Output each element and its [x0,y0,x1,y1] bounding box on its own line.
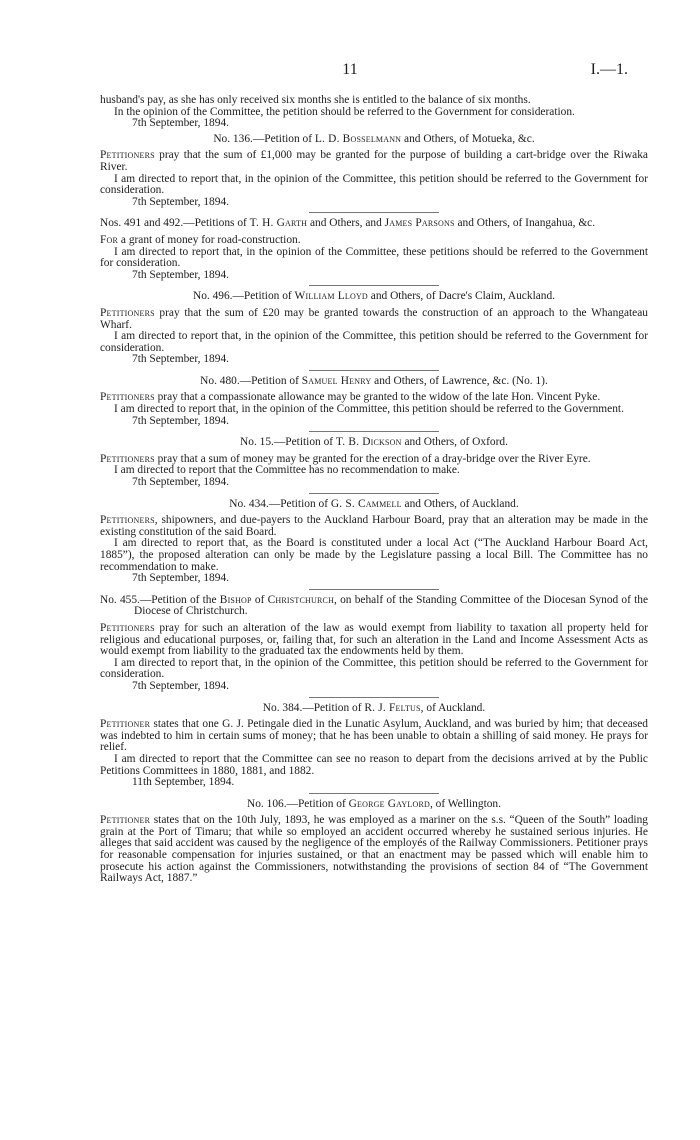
section-divider [309,697,439,698]
petition-heading: No. 455.—Petition of the Bishop of Christchurch, on behalf of the Standing Committee of the Diocesan Synod of the Diocese of Christchurch. [100,593,649,618]
petition-report: I am directed to report that, in the opinion of the Committee, these petitions should be referred to the Government for consideration. [100,245,648,270]
series-reference: I.—1. [590,61,628,78]
section-divider [309,589,439,590]
section-divider [309,285,439,286]
petition-heading: No. 480.—Petition of Samuel Henry and Others, of Lawrence, &c. (No. 1). [200,374,548,387]
page-number: 11 [342,61,358,78]
petition-body: Petitioners, shipowners, and due-payers to the Auckland Harbour Board, pray that an alteration may be made in the existing constitution of the said Board. [100,514,648,538]
section-divider [309,370,439,371]
petition-report: I am directed to report that, in the opinion of the Committee, this petition should be referred to the Government. [114,403,624,416]
petition-heading: No. 434.—Petition of G. S. Cammell and Others, of Auckland. [229,497,519,510]
petition-date: 7th September, 1894. [132,195,229,208]
petition-heading: No. 136.—Petition of L. D. Bosselmann and Others, of Motueka, &c. [213,132,535,145]
petition-heading: No. 496.—Petition of William Lloyd and Others, of Dacre's Claim, Auckland. [192,290,556,303]
petition-report: I am directed to report that the Committee can see no reason to depart from the decisions arrived at by the Public Petitions Committees in 1880, 1881, and 1882. [100,752,648,777]
petition-date: 7th September, 1894. [132,268,229,281]
petition-report: I am directed to report that, in the opinion of the Committee, this petition should be referred to the Government for consideration. [100,330,648,354]
petition-body: Petitioner states that one G. J. Petingale died in the Lunatic Asylum, Auckland, and was buried by him; that deceased was indebted to him in certain sums of money; that he has been unable to obtain a shilling of said money. He prays for relief. [100,718,648,754]
petition-heading: No. 106.—Petition of George Gaylord, of Wellington. [247,797,501,810]
petition-report: I am directed to report that, in the opinion of the Committee, this petition should be referred to the Government for consideration. [100,656,648,681]
petition-date: 7th September, 1894. [132,679,229,692]
petition-body: Petitioners pray that the sum of £20 may be granted towards the construction of an approach to the Whangateau Wharf. [100,306,648,331]
petition-body: For a grant of money for road-construction. [100,233,301,246]
page-content [100,95,648,885]
petition-body: Petitioners pray for such an alteration of the law as would exempt from liability to taxation all property held for religious and educational purposes, or, failing that, for such an alteration in the Land and Income Assessment Acts as would exempt from liability to the graduated tax the endowments held by them. [100,621,648,658]
continuation-opinion: In the opinion of the Committee, the petition should be referred to the Government for consideration. [114,105,575,118]
petition-body: Petitioners pray that a compassionate allowance may be granted to the widow of the late Hon. Vincent Pyke. [100,391,601,404]
section-divider [309,493,439,494]
petition-report: I am directed to report that the Committee has no recommendation to make. [114,464,460,477]
continuation-text: husband's pay, as she has only received six months she is entitled to the balance of six months. [100,94,531,106]
section-divider [309,793,439,794]
petition-report: I am directed to report that, as the Board is constituted under a local Act (“The Auckland Harbour Board Act, 1885”), the proposed alteration can only be made by the Legislature passing a local Bill. The Committee has no recommendation to make. [100,537,648,573]
petition-heading: No. 15.—Petition of T. B. Dickson and Others, of Oxford. [240,436,508,449]
petition-body: Petitioner states that on the 10th July, 1893, he was employed as a mariner on the s.s. “Queen of the South” loading grain at the Port of Timaru; that while so employed an accident occurred whereby he sustained serious injuries. He alleges that said accident was caused by the negligence of the employés of the Railway Commissioners. Petitioner prays for reasonable compensation for injuries sustained, or that an enactment may be passed which will enable him to prosecute his action against the Commissioners, notwithstanding the provisions of section 84 of “The Government Railways Act, 1887.” [100,814,648,885]
petition-date: 7th September, 1894. [132,414,229,427]
continuation-date: 7th September, 1894. [132,117,229,130]
petition-date: 7th September, 1894. [132,476,229,489]
petition-date: 11th September, 1894. [132,776,235,789]
petition-report: I am directed to report that, in the opinion of the Committee, this petition should be referred to the Government for consideration. [100,172,648,197]
petition-heading: No. 384.—Petition of R. J. Feltus, of Auckland. [262,701,486,714]
petition-date: 7th September, 1894. [132,353,229,366]
section-divider [309,212,439,213]
petition-body: Petitioners pray that a sum of money may be granted for the erection of a dray-bridge over the River Eyre. [100,452,591,465]
petition-date: 7th September, 1894. [132,572,229,585]
petition-body: Petitioners pray that the sum of £1,000 may be granted for the purpose of building a cart-bridge over the Riwaka River. [100,149,648,173]
page-header [0,61,700,82]
section-divider [309,431,439,432]
petition-heading: Nos. 491 and 492.—Petitions of T. H. Garth and Others, and James Parsons and Others, of Inangahua, &c. [100,217,596,230]
